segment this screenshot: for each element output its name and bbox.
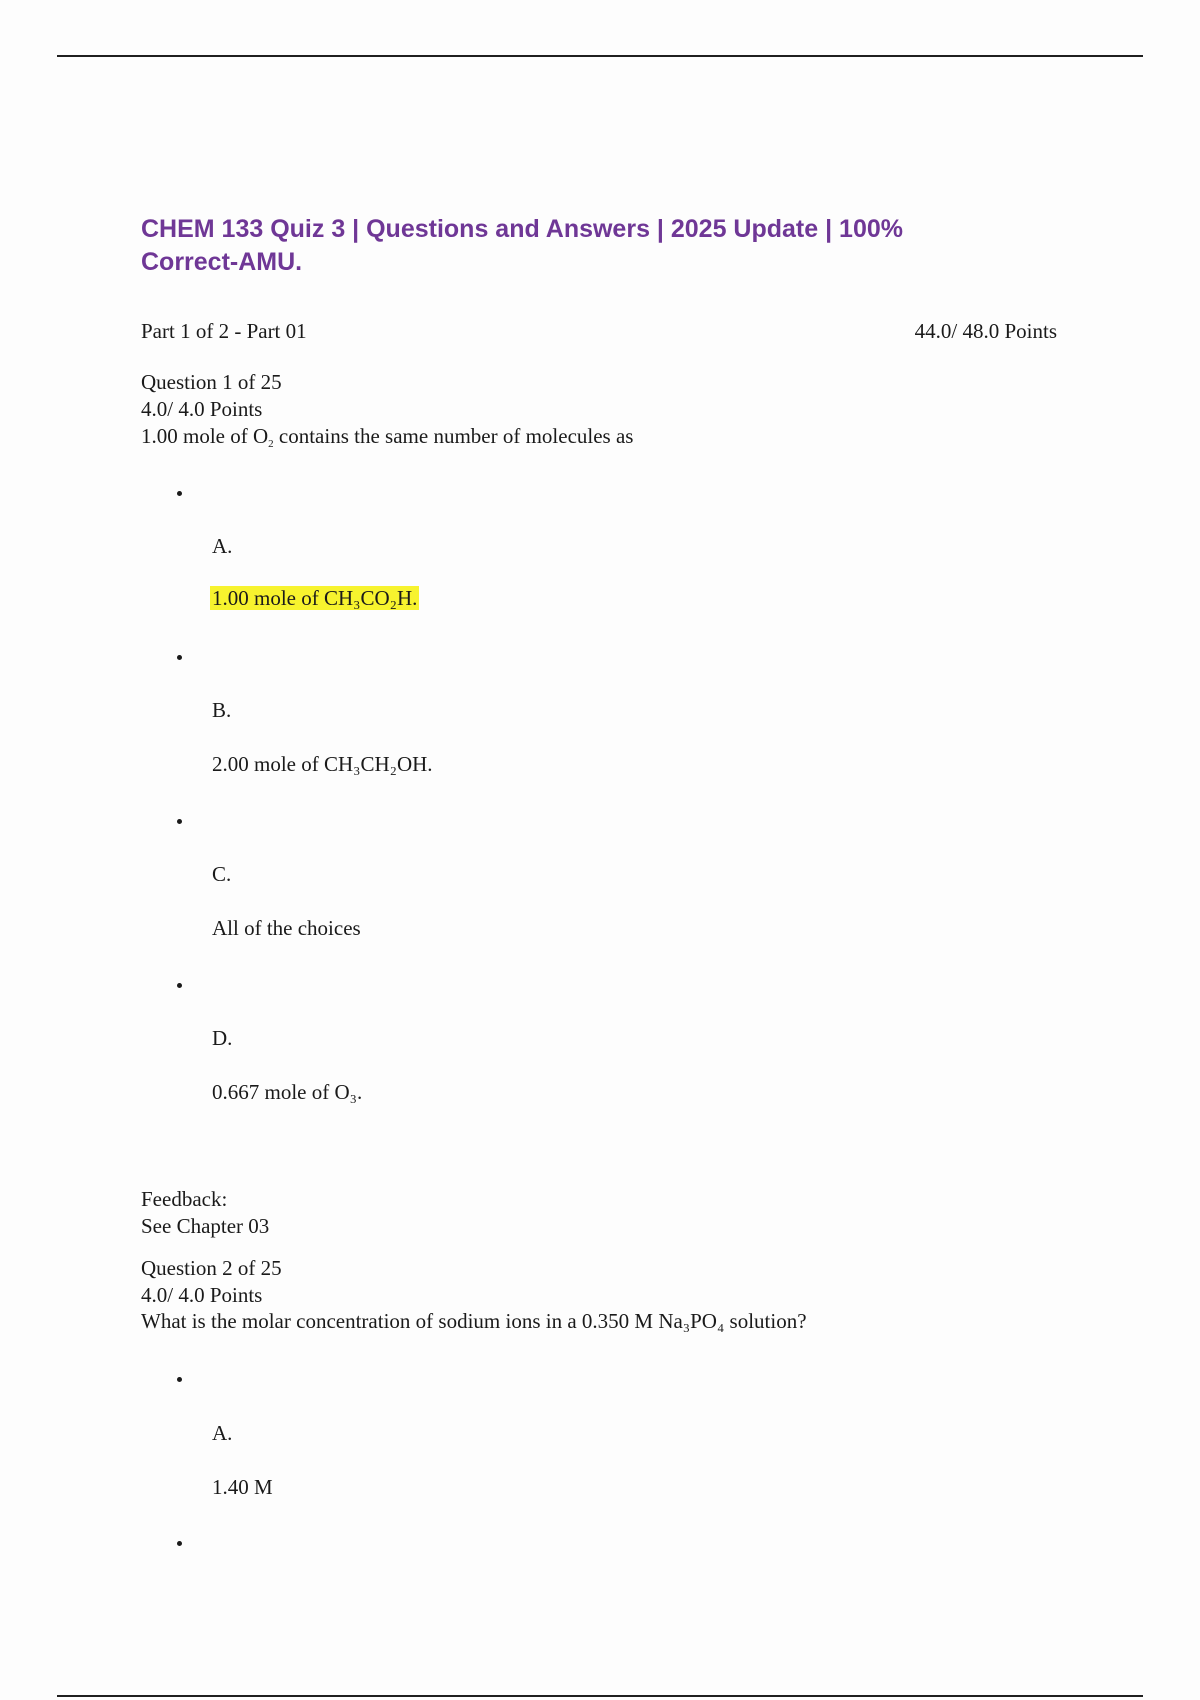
question-1-number: Question 1 of 25	[141, 370, 282, 394]
option-bullet-icon	[177, 655, 182, 660]
title-line-1: CHEM 133 Quiz 3 | Questions and Answers | 2025 Update | 100%	[141, 215, 903, 243]
feedback-label: Feedback:	[141, 1187, 228, 1211]
bottom-rule	[57, 1695, 1143, 1697]
question-1-option-b-letter: B.	[212, 698, 232, 722]
question-1-option-c-text[interactable]: All of the choices	[212, 916, 361, 940]
question-2-prompt: What is the molar concentration of sodium ions in a 0.350 M Na₃PO₄ solution?	[141, 1309, 807, 1333]
question-1-option-a-letter: A.	[212, 534, 233, 558]
question-1-prompt-end: contains the same number of molecules as	[273, 424, 634, 448]
option-bullet-icon	[177, 1377, 182, 1382]
top-rule	[57, 55, 1143, 57]
question-2-points: 4.0/ 4.0 Points	[141, 1283, 263, 1307]
option-bullet-icon	[177, 983, 182, 988]
option-bullet-icon	[177, 491, 182, 496]
question-1-points: 4.0/ 4.0 Points	[141, 397, 263, 421]
question-2-option-a-text[interactable]: 1.40 M	[212, 1475, 273, 1499]
part-points: 44.0/ 48.0 Points	[914, 319, 1057, 343]
title-line-2: Correct-AMU.	[141, 248, 303, 276]
feedback-text: See Chapter 03	[141, 1214, 270, 1238]
question-1-option-b-text[interactable]: 2.00 mole of CH₃CH₂OH.	[212, 752, 433, 776]
question-1-option-d-letter: D.	[212, 1026, 233, 1050]
question-1-prompt-start: 1.00 mole of O	[141, 424, 269, 448]
correct-answer-highlight: 1.00 mole of CH₃CO₂H.	[212, 586, 418, 610]
option-bullet-icon	[177, 819, 182, 824]
question-1-prompt-subscript: 2	[268, 438, 274, 450]
question-1-option-d-text[interactable]: 0.667 mole of O₃.	[212, 1080, 363, 1104]
document-title	[141, 213, 1021, 279]
option-bullet-icon	[177, 1541, 182, 1546]
question-2-option-a-letter: A.	[212, 1421, 233, 1445]
part-label: Part 1 of 2 - Part 01	[141, 319, 307, 343]
question-1-option-a-text[interactable]	[210, 585, 419, 611]
question-2-number: Question 2 of 25	[141, 1256, 282, 1280]
question-1-prompt	[141, 423, 633, 449]
question-1-option-c-letter: C.	[212, 862, 232, 886]
